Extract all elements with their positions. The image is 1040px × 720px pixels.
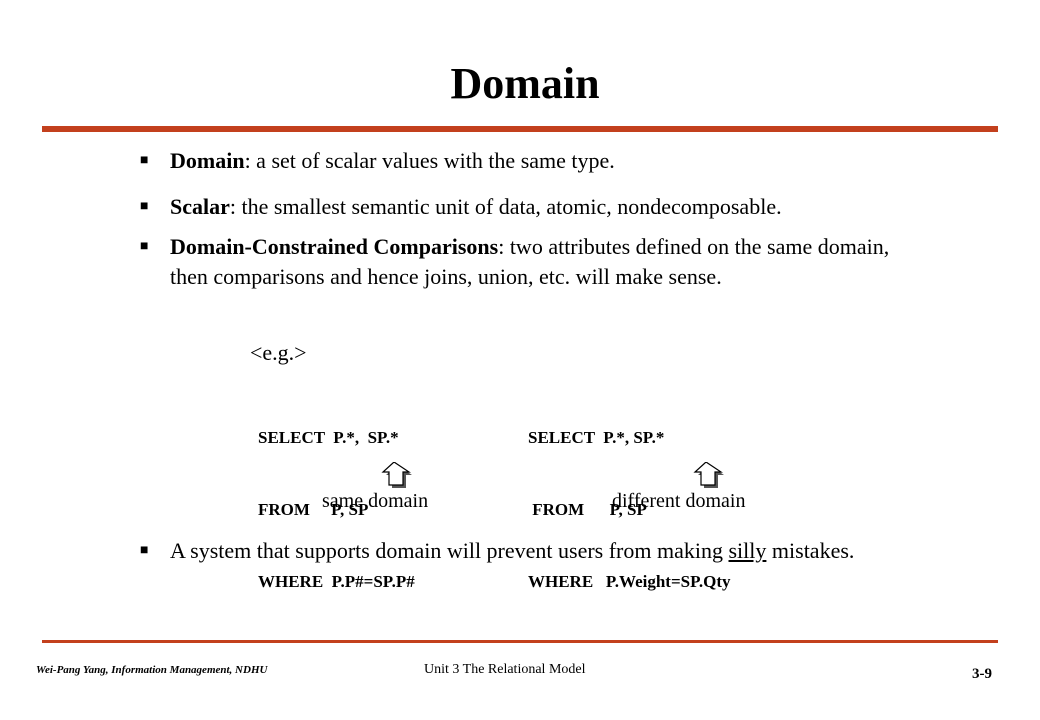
bullet-text bbox=[170, 192, 930, 222]
emphasized-word: silly bbox=[728, 538, 767, 563]
bullet-text bbox=[170, 146, 930, 176]
from-clause: FROM P, SP bbox=[528, 500, 647, 519]
definition: : a set of scalar values with the same type. bbox=[244, 148, 615, 173]
square-bullet-icon: ■ bbox=[140, 239, 149, 254]
square-bullet-icon: ■ bbox=[140, 543, 149, 558]
bullet-domain bbox=[136, 146, 930, 176]
term: Domain bbox=[170, 148, 245, 173]
example-marker: <e.g.> bbox=[250, 340, 307, 365]
sentence-start: A system that supports domain will prevent users from making bbox=[170, 538, 729, 563]
definition: : two attributes defined on the same domain, then comparisons and hence joins, union, etc. will make sense. bbox=[170, 234, 890, 289]
bullet-text bbox=[170, 232, 930, 292]
bullet-domain-constrained bbox=[136, 232, 930, 292]
sentence-end: mistakes. bbox=[766, 538, 855, 563]
where-clause: WHERE P.Weight=SP.Qty bbox=[528, 572, 731, 591]
up-arrow-icon bbox=[378, 462, 412, 488]
label-same-domain: same domain bbox=[322, 490, 429, 512]
from-clause: FROM P, SP bbox=[258, 500, 369, 519]
bullet-text bbox=[170, 536, 930, 566]
footer-author: Wei-Pang Yang, Information Management, NDHU bbox=[36, 664, 268, 676]
square-bullet-icon: ■ bbox=[140, 153, 149, 168]
footer-unit: Unit 3 The Relational Model bbox=[424, 662, 586, 677]
bullet-system-support bbox=[136, 536, 930, 566]
definition: : the smallest semantic unit of data, atomic, nondecomposable. bbox=[229, 194, 782, 219]
footer-rule bbox=[42, 640, 998, 643]
title-rule bbox=[42, 126, 998, 132]
up-arrow-icon bbox=[690, 462, 724, 488]
label-different-domain: different domain bbox=[612, 490, 746, 512]
select-clause: SELECT P.*, SP.* bbox=[258, 428, 399, 447]
square-bullet-icon: ■ bbox=[140, 199, 149, 214]
page-number: 3-9 bbox=[972, 666, 992, 682]
slide-title: Domain bbox=[450, 59, 600, 108]
select-clause: SELECT P.*, SP.* bbox=[528, 428, 665, 447]
where-clause: WHERE P.P#=SP.P# bbox=[258, 572, 415, 591]
bullet-scalar bbox=[136, 192, 930, 222]
term: Domain-Constrained Comparisons bbox=[170, 234, 499, 259]
term: Scalar bbox=[170, 194, 230, 219]
